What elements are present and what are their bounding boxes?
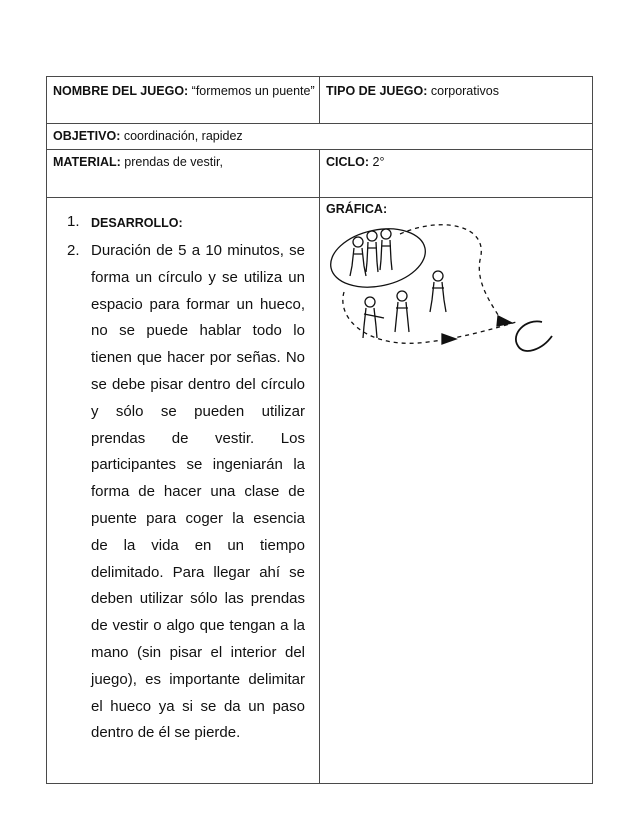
children-playing-circle-drawing <box>330 210 560 370</box>
development-list <box>53 214 315 747</box>
group-oval <box>330 221 431 296</box>
objective-label: OBJETIVO: <box>53 129 121 143</box>
material-label: MATERIAL: <box>53 155 121 169</box>
material-cell <box>47 150 320 198</box>
material-value: prendas de vestir, <box>120 155 223 169</box>
hoop-c-icon <box>516 321 552 351</box>
game-type-label: TIPO DE JUEGO: <box>326 84 428 98</box>
game-type-value: corporativos <box>427 84 499 98</box>
game-card-table <box>46 76 593 784</box>
game-name-value: “formemos un puente” <box>188 84 315 98</box>
graphic-label: GRÁFICA: <box>326 202 388 216</box>
game-name-cell <box>47 77 320 124</box>
cycle-label: CICLO: <box>326 155 370 169</box>
arrow-head-icon <box>497 316 512 326</box>
arrow-head-icon <box>442 334 456 344</box>
dashed-path-bottom <box>343 292 516 343</box>
child-figure-icon <box>350 237 366 276</box>
development-item-1 <box>53 214 315 232</box>
objective-cell <box>47 124 593 150</box>
game-type-cell <box>320 77 593 124</box>
child-figure-icon <box>363 297 384 338</box>
list-number: 2. <box>67 242 80 259</box>
game-name-label: NOMBRE DEL JUEGO: <box>53 84 189 98</box>
development-label: DESARROLLO: <box>91 216 183 230</box>
cycle-value: 2° <box>369 155 385 169</box>
child-figure-icon <box>395 291 409 332</box>
objective-value: coordinación, rapidez <box>120 129 243 143</box>
list-number: 1. <box>67 213 80 230</box>
development-item-2 <box>53 238 315 747</box>
development-text: Duración de 5 a 10 minutos, se forma un círculo y se utiliza un espacio para formar un hueco, no se puede hablar todo lo tienen que hacer por señas. No se debe pisar dentro del círculo y sólo se pueden utilizar prendas de vestir. Los participantes se ingeniarán la forma de hacer una clase de puente para coger la esencia de la vida en un tiempo delimitado. Para llegar ahí se deben utilizar sólo las prendas de vestir o algo que tengan a la mano (sin pisar el interior del juego), es importante delimitar el hueco ya si se da un paso dentro de él se pierde. <box>91 242 305 742</box>
child-figure-icon <box>430 271 446 312</box>
development-cell <box>47 198 320 784</box>
child-figure-icon <box>380 229 392 270</box>
cycle-cell <box>320 150 593 198</box>
child-figure-icon <box>366 231 378 272</box>
